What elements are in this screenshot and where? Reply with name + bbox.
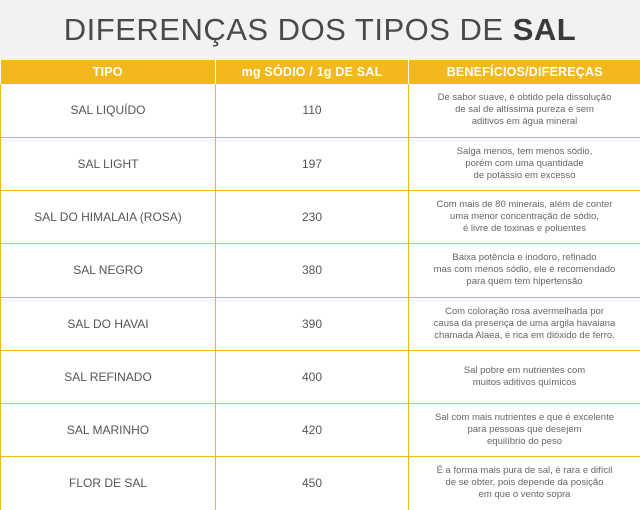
salt-table xyxy=(0,60,640,510)
beneficios-line: Baixa potência e inodoro, refinado xyxy=(452,252,597,264)
cell-sodio: 230 xyxy=(216,191,409,244)
cell-beneficios xyxy=(409,297,640,350)
beneficios-line: muitos aditivos químicos xyxy=(472,376,577,388)
beneficios-line: Sal pobre em nutrientes com xyxy=(463,364,586,376)
table-row xyxy=(1,84,640,137)
cell-beneficios xyxy=(409,84,640,137)
page-title-highlight: SAL xyxy=(512,12,577,47)
cell-beneficios xyxy=(409,137,640,190)
cell-tipo: SAL MARINHO xyxy=(1,404,216,457)
beneficios-line: é livre de toxinas e poluentes xyxy=(462,223,587,235)
table-row xyxy=(1,244,640,297)
cell-beneficios xyxy=(409,244,640,297)
beneficios-line: De sabor suave, é obtido pela dissolução xyxy=(437,92,612,104)
table-row xyxy=(1,457,640,510)
cell-sodio: 197 xyxy=(216,137,409,190)
beneficios-line: Sal com mais nutrientes e que é excelente xyxy=(434,412,614,424)
title-band xyxy=(0,0,640,60)
cell-tipo: SAL LIQUÍDO xyxy=(1,84,216,137)
table-body xyxy=(1,84,640,510)
beneficios-line: para pessoas que desejem xyxy=(467,424,582,436)
table-header-row xyxy=(1,60,640,84)
cell-beneficios xyxy=(409,350,640,403)
column-header-tipo: TIPO xyxy=(1,60,216,84)
table-row xyxy=(1,404,640,457)
cell-sodio: 450 xyxy=(216,457,409,510)
column-header-beneficios: BENEFÍCIOS/DIFEREÇAS xyxy=(409,60,640,84)
cell-beneficios xyxy=(409,404,640,457)
cell-sodio: 390 xyxy=(216,297,409,350)
beneficios-line: mas com menos sódio, ele é recomendado xyxy=(433,264,616,276)
cell-tipo: SAL NEGRO xyxy=(1,244,216,297)
beneficios-line: para quem tem hipertensão xyxy=(466,276,583,288)
table-row xyxy=(1,350,640,403)
page-title: DIFERENÇAS DOS TIPOS DE xyxy=(63,12,513,47)
cell-tipo: SAL REFINADO xyxy=(1,350,216,403)
beneficios-line: de se obter, pois depende da posição xyxy=(445,477,604,489)
beneficios-line: É a forma mais pura de sal, é rara e difícil xyxy=(436,465,613,477)
beneficios-line: uma menor concentração de sódio, xyxy=(450,211,599,223)
beneficios-line: aditivos em água mineral xyxy=(471,116,578,128)
cell-sodio: 400 xyxy=(216,350,409,403)
cell-beneficios xyxy=(409,457,640,510)
beneficios-line: porém com uma quantidade xyxy=(465,157,584,169)
table-row xyxy=(1,137,640,190)
cell-tipo: FLOR DE SAL xyxy=(1,457,216,510)
column-header-sodio: mg SÓDIO / 1g DE SAL xyxy=(216,60,409,84)
beneficios-line: causa da presença de uma argila havaiana xyxy=(433,317,616,329)
table-row xyxy=(1,297,640,350)
cell-tipo: SAL LIGHT xyxy=(1,137,216,190)
beneficios-line: em que o vento sopra xyxy=(478,489,571,501)
cell-sodio: 380 xyxy=(216,244,409,297)
beneficios-line: Salga menos, tem menos sódio, xyxy=(456,145,593,157)
beneficios-line: equilíbrio do peso xyxy=(487,436,562,448)
beneficios-line: chamada Alaea, é rica em dióxido de ferro. xyxy=(434,329,615,341)
table-row xyxy=(1,191,640,244)
cell-tipo: SAL DO HIMALAIA (ROSA) xyxy=(1,191,216,244)
cell-tipo: SAL DO HAVAI xyxy=(1,297,216,350)
cell-beneficios xyxy=(409,191,640,244)
beneficios-line: de sal de altíssima pureza e sem xyxy=(455,104,594,116)
beneficios-line: Com coloração rosa avermelhada por xyxy=(445,305,604,317)
cell-sodio: 420 xyxy=(216,404,409,457)
beneficios-line: de potássio em excesso xyxy=(473,169,576,181)
beneficios-line: Com mais de 80 minerais, além de conter xyxy=(436,199,613,211)
cell-sodio: 110 xyxy=(216,84,409,137)
